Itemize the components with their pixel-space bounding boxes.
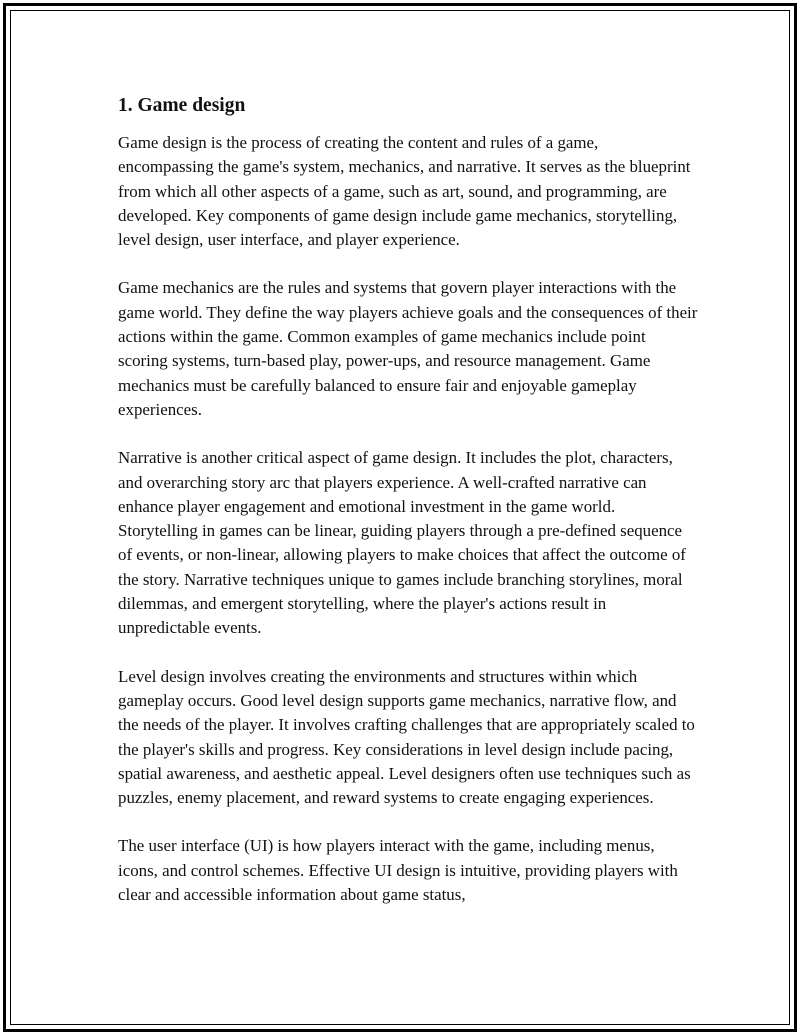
paragraph-narrative: Narrative is another critical aspect of game design. It includes the plot, characters, and overarching story arc that players experience. A well-crafted narrative can enhance player engagement and emotional investment in the game world. Storytelling in games can be linear, guiding players through a pre-defined sequence of events, or non-linear, allowing players to make choices that affect the outcome of the story. Narrative techniques unique to games include branching storylines, moral dilemmas, and emergent storytelling, where the player's actions result in unpredictable events. xyxy=(118,448,686,638)
paragraph-intro: Game design is the process of creating the content and rules of a game, encompassing the game's system, mechanics, and narrative. It serves as the blueprint from which all other aspects of a game, such as art, sound, and programming, are developed. Key components of game design include game mechanics, storytelling, level design, user interface, and player experience. xyxy=(118,133,691,250)
paragraph-level-design: Level design involves creating the environments and structures within which gameplay occurs. Good level design supports game mechanics, narrative flow, and the needs of the player. It involves crafting challenges that are appropriately scaled to the player's skills and progress. Key considerations in level design include pacing, spatial awareness, and aesthetic appeal. Level designers often use techniques such as puzzles, enemy placement, and reward systems to create engaging experiences. xyxy=(118,666,695,808)
section-heading: 1. Game design xyxy=(118,95,246,116)
document-body xyxy=(118,93,698,931)
paragraph-mechanics: Game mechanics are the rules and systems that govern player interactions with the game world. They define the way players achieve goals and the consequences of their actions within the game. Common examples of game mechanics include point scoring systems, turn-based play, power-ups, and resource management. Game mechanics must be carefully balanced to ensure fair and enjoyable gameplay experiences. xyxy=(118,278,698,419)
paragraph-user-interface: The user interface (UI) is how players interact with the game, including menus, icons, and control schemes. Effective UI design is intuitive, providing players with clear and accessible information about game status, xyxy=(118,836,678,905)
